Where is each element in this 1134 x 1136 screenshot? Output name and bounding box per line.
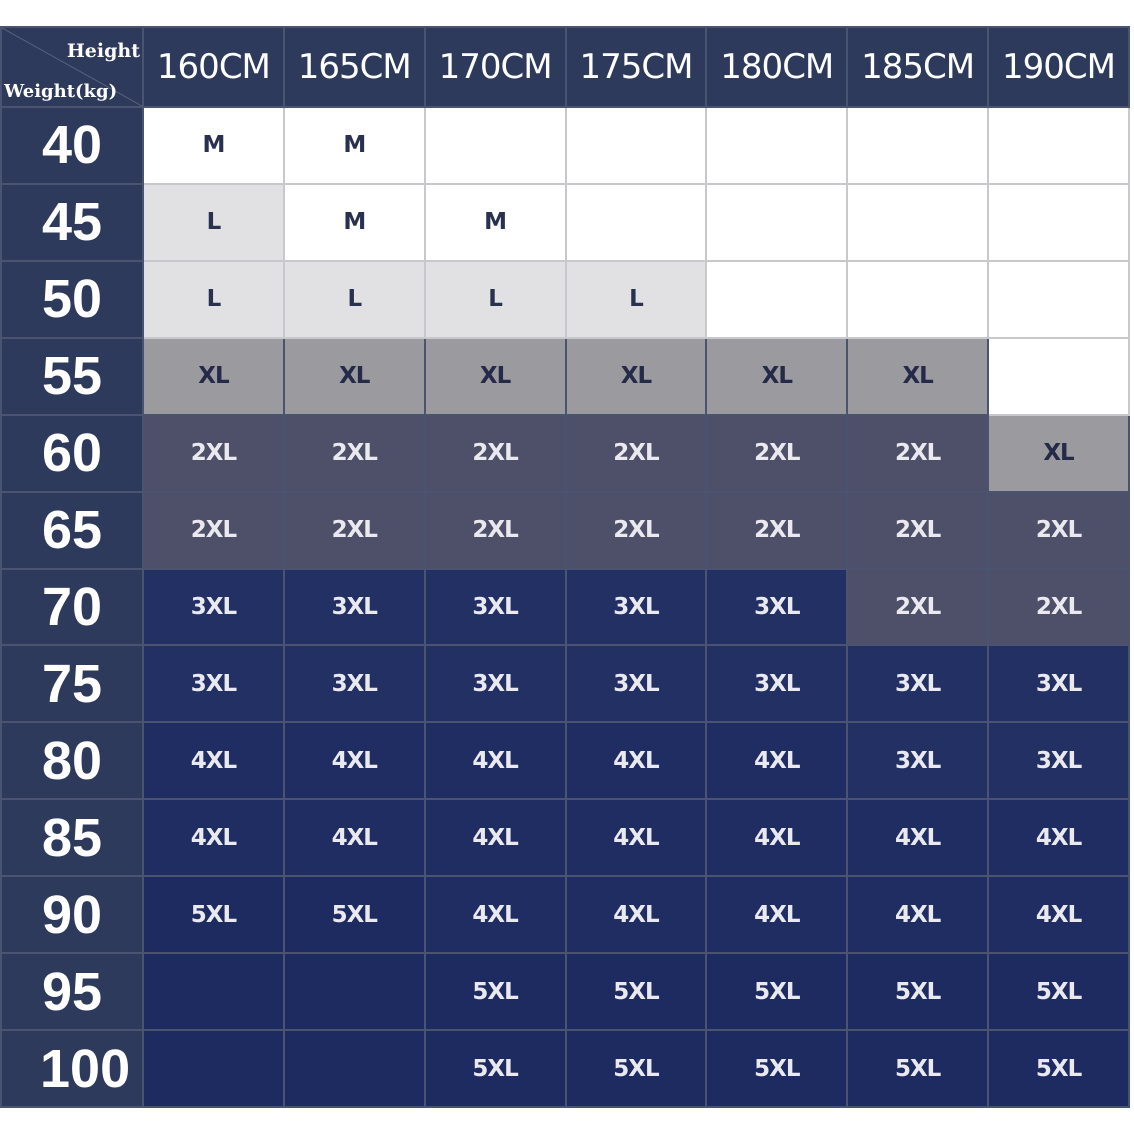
size-cell: 2XL <box>847 569 988 646</box>
size-cell: L <box>425 261 566 338</box>
height-header-row <box>1 27 1129 107</box>
size-cell: 4XL <box>425 722 566 799</box>
size-cell: XL <box>143 338 284 415</box>
size-cell: 4XL <box>143 722 284 799</box>
height-header-190cm: 190CM <box>988 27 1129 107</box>
size-cell: XL <box>566 338 707 415</box>
weight-label-50: 50 <box>1 261 143 338</box>
size-cell: 2XL <box>847 492 988 569</box>
size-cell: 4XL <box>706 876 847 953</box>
size-cell <box>988 107 1129 184</box>
size-cell: L <box>143 184 284 261</box>
size-cell <box>284 953 425 1030</box>
size-cell: 5XL <box>847 953 988 1030</box>
size-cell: 3XL <box>143 645 284 722</box>
size-cell: 3XL <box>988 645 1129 722</box>
weight-label-100: 100 <box>1 1030 143 1107</box>
size-cell: 3XL <box>425 569 566 646</box>
weight-label-45: 45 <box>1 184 143 261</box>
weight-label-60: 60 <box>1 415 143 492</box>
height-header-180cm: 180CM <box>706 27 847 107</box>
size-cell: 4XL <box>847 876 988 953</box>
size-cell: 3XL <box>284 645 425 722</box>
size-cell: M <box>425 184 566 261</box>
size-cell: 5XL <box>847 1030 988 1107</box>
size-cell: 3XL <box>847 645 988 722</box>
size-cell: 2XL <box>706 492 847 569</box>
size-cell: 2XL <box>706 415 847 492</box>
size-cell: L <box>284 261 425 338</box>
size-cell: XL <box>847 338 988 415</box>
weight-axis-label: Weight(kg) <box>4 81 118 102</box>
size-cell: 5XL <box>988 1030 1129 1107</box>
size-cell: XL <box>425 338 566 415</box>
weight-row-90 <box>1 876 1129 953</box>
size-cell: 5XL <box>706 953 847 1030</box>
weight-label-90: 90 <box>1 876 143 953</box>
size-cell <box>425 107 566 184</box>
size-cell: 2XL <box>566 492 707 569</box>
weight-label-70: 70 <box>1 569 143 646</box>
size-cell: 4XL <box>847 799 988 876</box>
size-cell: 3XL <box>143 569 284 646</box>
height-header-185cm: 185CM <box>847 27 988 107</box>
size-cell: 5XL <box>425 953 566 1030</box>
size-cell: 2XL <box>425 415 566 492</box>
size-cell: 4XL <box>566 876 707 953</box>
weight-label-75: 75 <box>1 645 143 722</box>
size-cell: 4XL <box>988 876 1129 953</box>
size-cell: 3XL <box>847 722 988 799</box>
size-cell: M <box>284 107 425 184</box>
size-cell: 4XL <box>143 799 284 876</box>
size-cell: 2XL <box>988 492 1129 569</box>
weight-label-40: 40 <box>1 107 143 184</box>
size-cell: 3XL <box>706 569 847 646</box>
weight-row-95 <box>1 953 1129 1030</box>
size-cell <box>988 261 1129 338</box>
weight-row-55 <box>1 338 1129 415</box>
weight-row-65 <box>1 492 1129 569</box>
size-cell: 4XL <box>988 799 1129 876</box>
size-cell: M <box>284 184 425 261</box>
size-cell: 4XL <box>706 799 847 876</box>
size-cell: 2XL <box>143 415 284 492</box>
size-cell: XL <box>988 415 1129 492</box>
size-cell: 2XL <box>988 569 1129 646</box>
size-cell: L <box>143 261 284 338</box>
size-cell: 3XL <box>566 645 707 722</box>
size-cell: 2XL <box>143 492 284 569</box>
size-cell: 4XL <box>706 722 847 799</box>
size-cell <box>706 261 847 338</box>
size-cell: 2XL <box>425 492 566 569</box>
weight-label-65: 65 <box>1 492 143 569</box>
size-cell <box>988 184 1129 261</box>
size-cell <box>847 107 988 184</box>
height-header-165cm: 165CM <box>284 27 425 107</box>
size-cell: 4XL <box>425 876 566 953</box>
weight-label-85: 85 <box>1 799 143 876</box>
size-cell: 2XL <box>284 415 425 492</box>
size-cell: L <box>566 261 707 338</box>
size-cell <box>988 338 1129 415</box>
corner-cell <box>1 27 143 107</box>
size-cell: M <box>143 107 284 184</box>
size-cell: 4XL <box>425 799 566 876</box>
size-cell: 3XL <box>988 722 1129 799</box>
size-cell: 2XL <box>284 492 425 569</box>
size-cell: 3XL <box>566 569 707 646</box>
size-cell: 2XL <box>847 415 988 492</box>
size-cell: 4XL <box>284 722 425 799</box>
size-cell: 5XL <box>706 1030 847 1107</box>
size-cell: 4XL <box>284 799 425 876</box>
size-chart-table <box>0 26 1130 1108</box>
weight-label-95: 95 <box>1 953 143 1030</box>
size-cell: 5XL <box>425 1030 566 1107</box>
size-cell: 5XL <box>143 876 284 953</box>
height-header-160cm: 160CM <box>143 27 284 107</box>
size-cell: 3XL <box>284 569 425 646</box>
height-header-170cm: 170CM <box>425 27 566 107</box>
size-rows <box>1 107 1129 1107</box>
size-cell <box>847 261 988 338</box>
weight-row-85 <box>1 799 1129 876</box>
size-cell <box>706 184 847 261</box>
weight-row-40 <box>1 107 1129 184</box>
size-cell: 5XL <box>566 953 707 1030</box>
size-cell: 2XL <box>566 415 707 492</box>
weight-row-80 <box>1 722 1129 799</box>
weight-row-70 <box>1 569 1129 646</box>
weight-row-50 <box>1 261 1129 338</box>
weight-label-55: 55 <box>1 338 143 415</box>
weight-row-100 <box>1 1030 1129 1107</box>
size-cell <box>143 1030 284 1107</box>
weight-row-60 <box>1 415 1129 492</box>
weight-row-45 <box>1 184 1129 261</box>
size-cell: XL <box>284 338 425 415</box>
size-cell <box>566 184 707 261</box>
size-cell <box>847 184 988 261</box>
size-cell: XL <box>706 338 847 415</box>
size-cell <box>284 1030 425 1107</box>
size-cell <box>566 107 707 184</box>
size-cell <box>143 953 284 1030</box>
size-cell: 4XL <box>566 799 707 876</box>
height-header-175cm: 175CM <box>566 27 707 107</box>
size-cell: 5XL <box>284 876 425 953</box>
size-cell: 3XL <box>425 645 566 722</box>
weight-row-75 <box>1 645 1129 722</box>
size-cell: 3XL <box>706 645 847 722</box>
size-cell: 5XL <box>566 1030 707 1107</box>
size-cell <box>706 107 847 184</box>
weight-label-80: 80 <box>1 722 143 799</box>
size-cell: 4XL <box>566 722 707 799</box>
size-cell: 5XL <box>988 953 1129 1030</box>
height-axis-label: Height <box>66 40 140 62</box>
